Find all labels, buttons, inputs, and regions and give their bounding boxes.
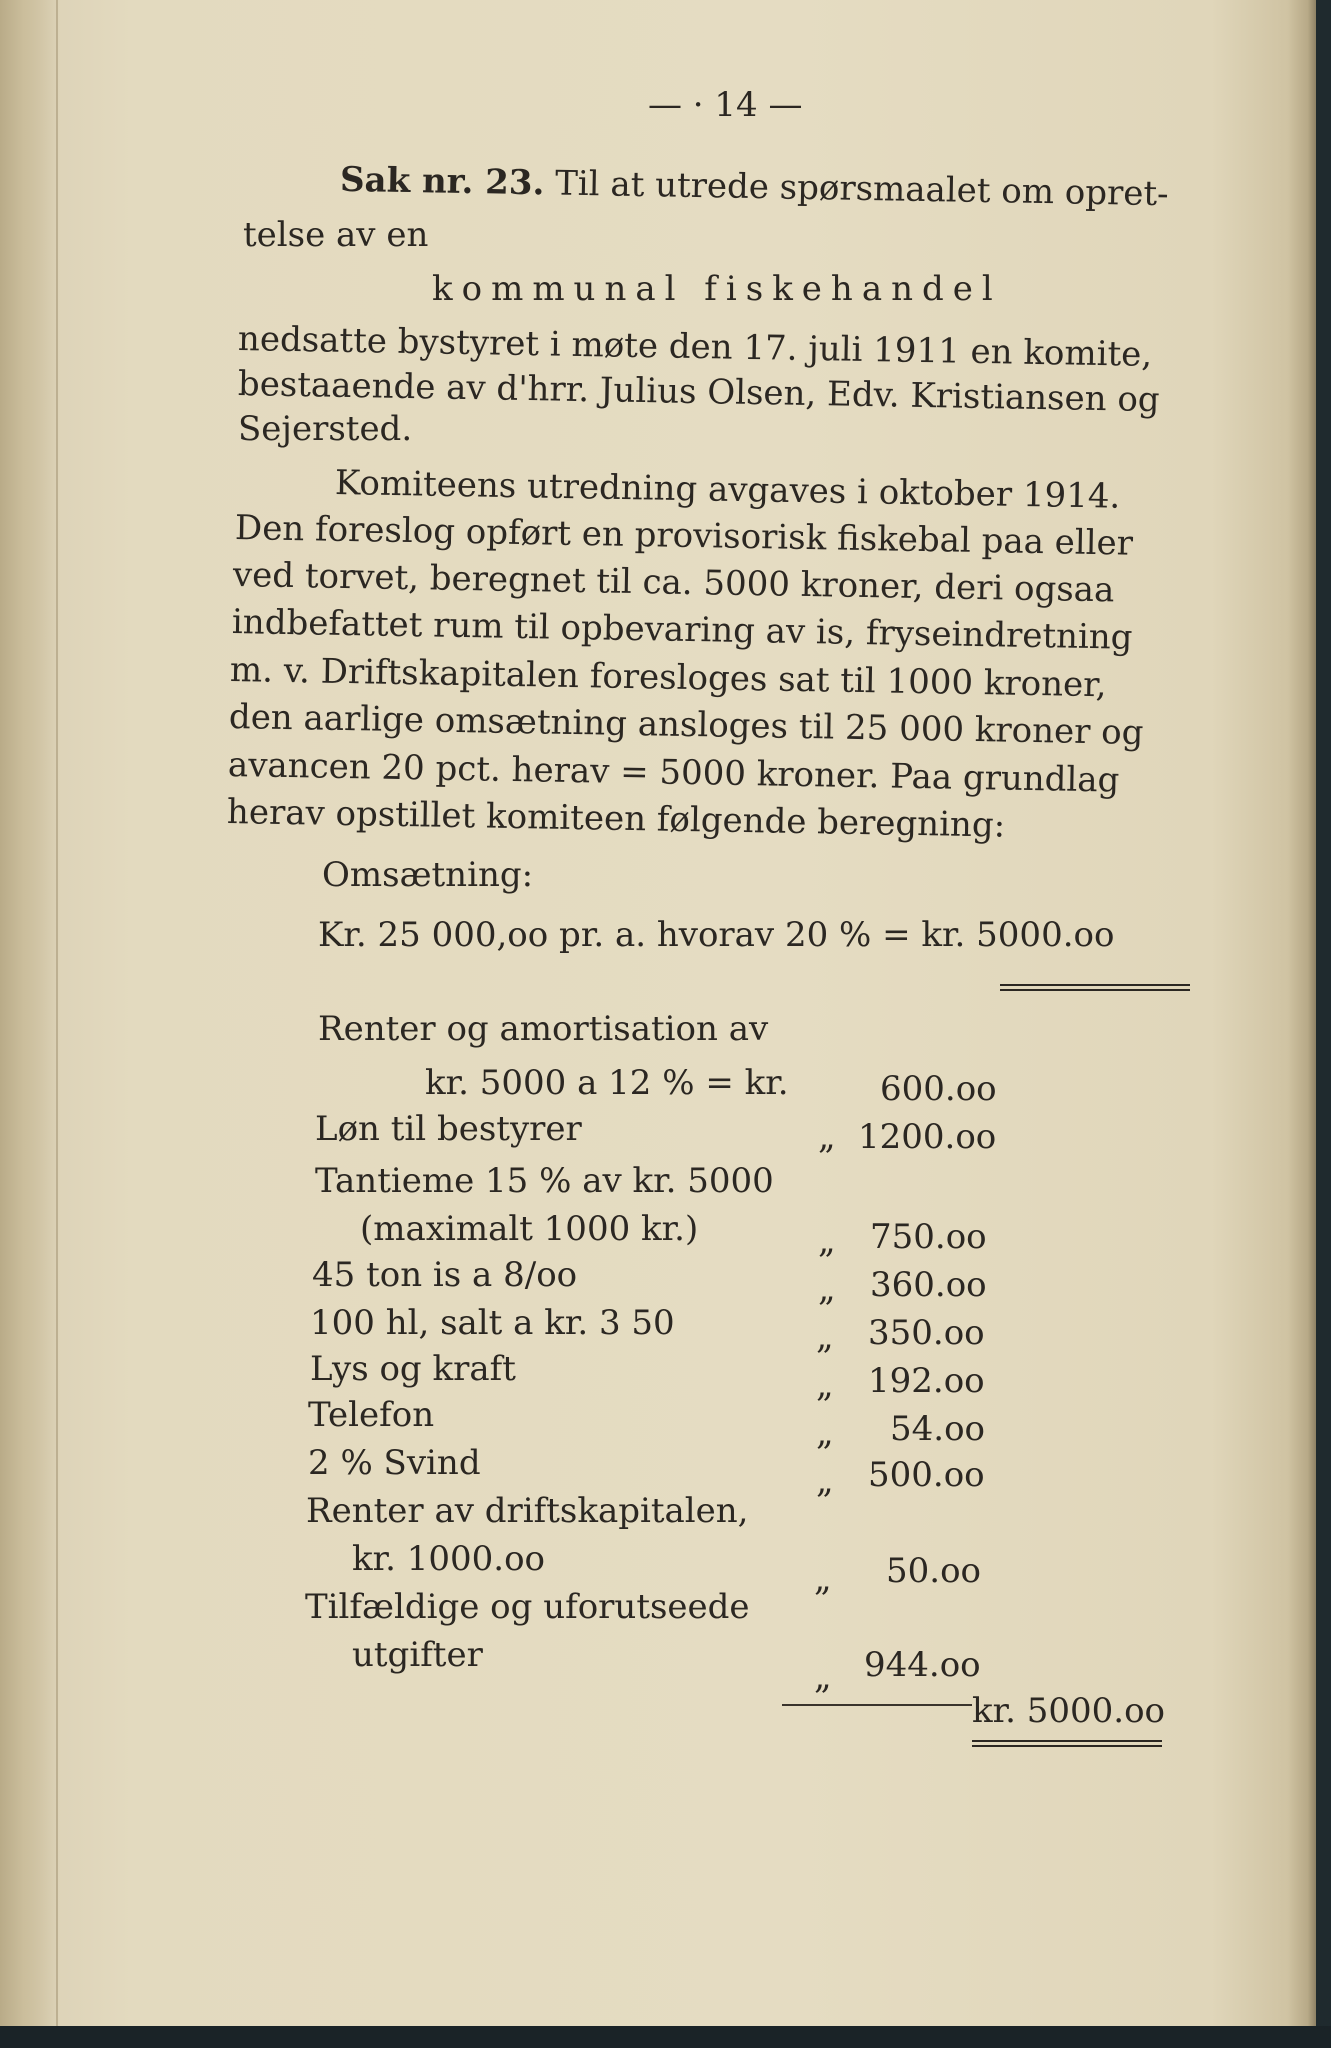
expense-label-13: Tilfældige og uforutseede [305, 1587, 750, 1627]
expense-ditto-12: „ [814, 1559, 832, 1599]
expense-amount-6: 360.oo [870, 1265, 987, 1305]
expense-label-4: Tantieme 15 % av kr. 5000 [315, 1161, 774, 1201]
para2-line-3: ved torvet, beregnet til ca. 5000 kroner, deri ogsaa [232, 555, 1115, 611]
expense-label-8: Lys og kraft [310, 1349, 516, 1389]
expense-label-10: 2 % Svind [308, 1443, 481, 1483]
case-heading: Sak nr. 23. [339, 159, 545, 204]
turnover-double-rule [1000, 984, 1190, 991]
intro-line-2: telse av en [243, 215, 429, 255]
para2-line-5: m. v. Driftskapitalen foresloges sat til 1000 kroner, [229, 650, 1107, 706]
intro-line-3: nedsatte bystyret i møte den 17. juli 1911 en komite, [237, 319, 1153, 375]
expense-amount-9: 54.oo [890, 1409, 986, 1449]
expense-label-9: Telefon [308, 1395, 435, 1435]
expense-label-7: 100 hl, salt a kr. 3 50 [310, 1303, 675, 1343]
page-gutter-shadow [0, 0, 60, 2026]
intro-line-1: Til at utrede spørsmaalet om opret- [554, 163, 1169, 215]
expense-ditto-7: „ [816, 1317, 834, 1357]
expense-ditto-8: „ [816, 1365, 834, 1405]
expense-label-1: Renter og amortisation av [318, 1009, 769, 1049]
turnover-line: Kr. 25 000,oo pr. a. hvorav 20 % = kr. 5000.oo [318, 915, 1115, 955]
expense-amount-5: 750.oo [870, 1217, 987, 1257]
page-number: — · 14 — [648, 85, 803, 125]
expense-amount-10: 500.oo [868, 1455, 985, 1495]
intro-line-4: bestaaende av d'hrr. Julius Olsen, Edv. Kristiansen og [237, 364, 1160, 421]
expense-ditto-6: „ [818, 1269, 836, 1309]
total-double-rule [972, 1740, 1162, 1747]
spaced-title: kommunal fiskehandel [432, 269, 1002, 309]
page-edge-shadow [1288, 0, 1316, 2026]
expenses-total: kr. 5000.oo [972, 1691, 1166, 1731]
para2-line-8: herav opstillet komiteen følgende beregning: [226, 792, 1006, 846]
para2-line-6: den aarlige omsætning ansloges til 25 000 kroner og [228, 697, 1144, 753]
expense-amount-8: 192.oo [868, 1361, 985, 1401]
expense-label-12: kr. 1000.oo [352, 1539, 546, 1579]
expense-label-11: Renter av driftskapitalen, [306, 1491, 749, 1531]
expense-label-5: (maximalt 1000 kr.) [360, 1209, 699, 1249]
expense-ditto-14: „ [814, 1657, 832, 1697]
expense-ditto-5: „ [818, 1221, 836, 1261]
para2-line-7: avancen 20 pct. herav = 5000 kroner. Paa grundlag [227, 745, 1120, 801]
expense-label-6: 45 ton is a 8/oo [312, 1255, 578, 1295]
expense-amount-12: 50.oo [886, 1551, 982, 1591]
expense-ditto-10: „ [816, 1461, 834, 1501]
expense-ditto-9: „ [816, 1413, 834, 1453]
expense-amount-2: 600.oo [880, 1069, 997, 1109]
expense-ditto-3: „ [818, 1117, 836, 1157]
para2-line-2: Den foreslog opført en provisorisk fiskebal paa eller [234, 508, 1134, 564]
para2-line-1: Komiteens utredning avgaves i oktober 1914. [334, 463, 1121, 517]
scan-background [0, 2026, 1331, 2048]
para2-line-4: indbefattet rum til opbevaring av is, fryseindretning [231, 602, 1133, 658]
expense-amount-7: 350.oo [868, 1313, 985, 1353]
intro-line-5: Sejersted. [238, 409, 413, 449]
expense-label-3: Løn til bestyrer [315, 1109, 582, 1149]
expense-amount-3: 1200.oo [858, 1117, 997, 1157]
subtotal-rule [782, 1704, 972, 1706]
expense-label-14: utgifter [352, 1635, 483, 1675]
expense-amount-14: 944.oo [864, 1645, 981, 1685]
turnover-label: Omsætning: [322, 855, 534, 895]
expense-label-2: kr. 5000 a 12 % = kr. [425, 1063, 789, 1103]
